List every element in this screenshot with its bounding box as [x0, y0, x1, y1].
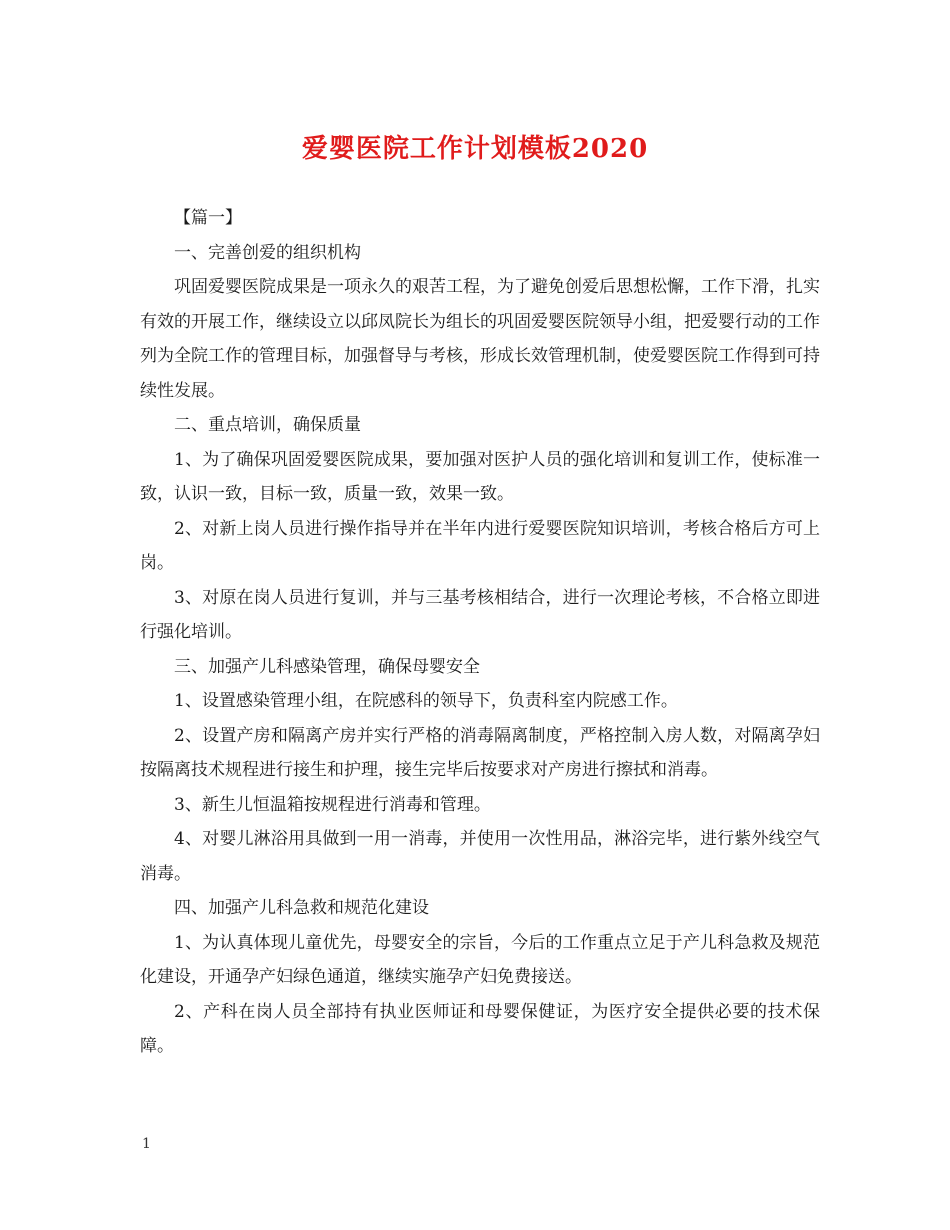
paragraph: 4、对婴儿淋浴用具做到一用一消毒，并使用一次性用品，淋浴完毕，进行紫外线空气消毒。: [140, 829, 820, 884]
paragraph: 1、为认真体现儿童优先，母婴安全的宗旨，今后的工作重点立足于产儿科急救及规范化建设，开通孕产妇绿色通道，继续实施孕产妇免费接送。: [140, 932, 820, 987]
section-heading-1: 一、完善创爱的组织机构: [174, 242, 361, 263]
paragraph: 1、设置感染管理小组，在院感科的领导下，负责科室内院感工作。: [174, 691, 678, 711]
paragraph: 2、产科在岗人员全部持有执业医师证和母婴保健证，为医疗安全提供必要的技术保障。: [140, 1001, 820, 1056]
section-heading-2: 二、重点培训，确保质量: [174, 415, 361, 435]
section-heading-3: 三、加强产儿科感染管理，确保母婴安全: [174, 656, 480, 677]
document-title: 爱婴医院工作计划模板2020: [301, 134, 649, 164]
document-body: [140, 201, 820, 1064]
paragraph: 3、对原在岗人员进行复训，并与三基考核相结合，进行一次理论考核，不合格立即进行强化培训。: [140, 587, 820, 642]
paragraph: 2、设置产房和隔离产房并实行严格的消毒隔离制度，严格控制入房人数，对隔离孕妇按隔离技术规程进行接生和护理，接生完毕后按要求对产房进行擦拭和消毒。: [140, 725, 820, 780]
section-heading-4: 四、加强产儿科急救和规范化建设: [174, 898, 429, 918]
paragraph: 1、为了确保巩固爱婴医院成果，要加强对医护人员的强化培训和复训工作，使标准一致，认识一致，目标一致，质量一致，效果一致。: [140, 449, 820, 504]
page-number: 1: [142, 1136, 151, 1152]
paragraph: 2、对新上岗人员进行操作指导并在半年内进行爱婴医院知识培训，考核合格后方可上岗。: [140, 518, 820, 573]
paragraph: 巩固爱婴医院成果是一项永久的艰苦工程，为了避免创爱后思想松懈，工作下滑，扎实有效的开展工作，继续设立以邱凤院长为组长的巩固爱婴医院领导小组，把爱婴行动的工作列为全院工作的管理目标，加强督导与考核，形成长效管理机制，使爱婴医院工作得到可持续性发展。: [140, 277, 820, 401]
section-marker: 【篇一】: [174, 208, 242, 228]
paragraph: 3、新生儿恒温箱按规程进行消毒和管理。: [174, 794, 491, 815]
